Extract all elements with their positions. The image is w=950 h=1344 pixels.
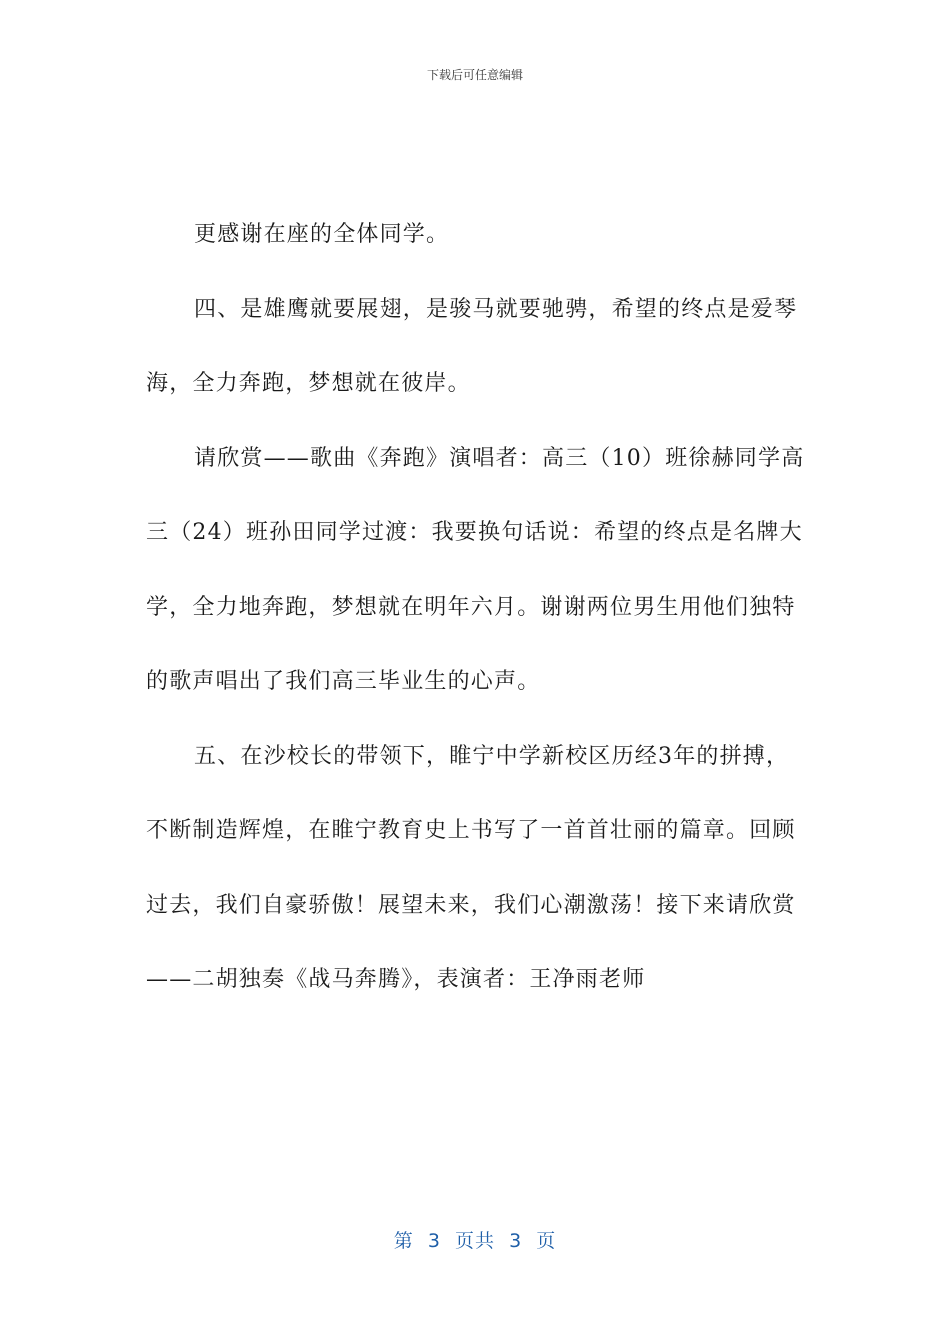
page-header: 下载后可任意编辑 bbox=[426, 68, 523, 82]
page-number-footer: 第 3 页共 3 页 bbox=[393, 1230, 557, 1252]
paragraph-4: 五、在沙校长的带领下，睢宁中学新校区历经3年的拼搏，不断制造辉煌，在睢宁教育史上书写了一首首壮丽的篇章。回顾过去，我们自豪骄傲！展望未来，我们心潮激荡！接下来请欣赏——二胡独奏《战马奔腾》，表演者：王净雨老师 bbox=[146, 743, 796, 992]
paragraph-2: 四、是雄鹰就要展翅，是骏马就要驰骋，希望的终点是爱琴海，全力奔跑，梦想就在彼岸。 bbox=[146, 296, 798, 396]
paragraph-3: 请欣赏——歌曲《奔跑》演唱者：高三（10）班徐赫同学高三（24）班孙田同学过渡：我要换句话说：希望的终点是名牌大学，全力地奔跑，梦想就在明年六月。谢谢两位男生用他们独特的歌声唱出了我们高三毕业生的心声。 bbox=[146, 445, 805, 694]
document-body bbox=[146, 198, 806, 1018]
paragraph-1: 更感谢在座的全体同学。 bbox=[194, 222, 450, 247]
